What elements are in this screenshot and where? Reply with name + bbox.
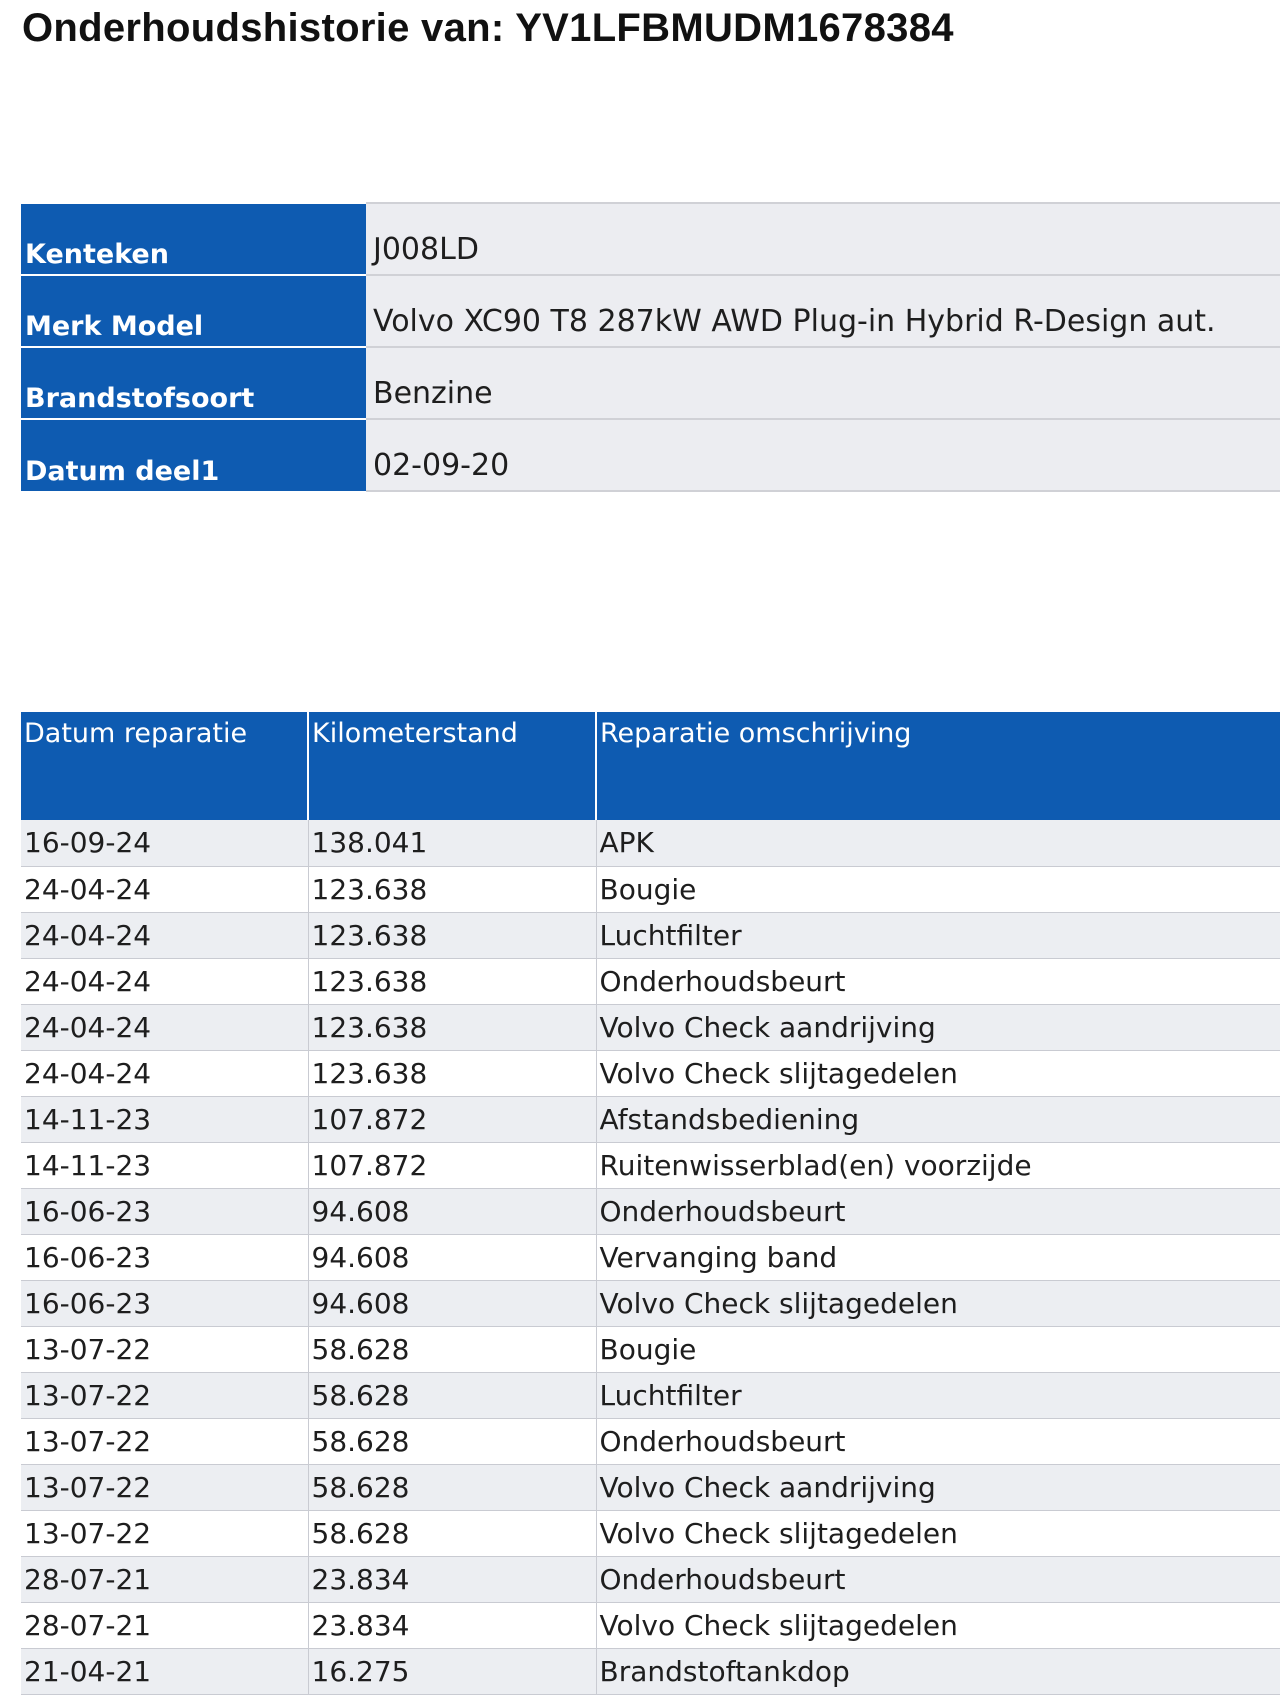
cell-date: 13-07-22 bbox=[21, 1510, 308, 1556]
column-header-km: Kilometerstand bbox=[308, 712, 596, 820]
cell-description: Volvo Check slijtagedelen bbox=[596, 1050, 1280, 1096]
cell-km: 123.638 bbox=[308, 1050, 596, 1096]
cell-description: Vervanging band bbox=[596, 1234, 1280, 1280]
table-row bbox=[21, 1510, 1280, 1556]
table-header-row bbox=[21, 712, 1280, 820]
table-row bbox=[21, 1464, 1280, 1510]
cell-date: 21-04-21 bbox=[21, 1648, 308, 1694]
cell-km: 94.608 bbox=[308, 1234, 596, 1280]
vehicle-info-row bbox=[21, 347, 1280, 419]
cell-description: Bougie bbox=[596, 866, 1280, 912]
cell-description: Volvo Check aandrijving bbox=[596, 1464, 1280, 1510]
table-row bbox=[21, 1648, 1280, 1694]
cell-km: 123.638 bbox=[308, 866, 596, 912]
cell-description: Volvo Check slijtagedelen bbox=[596, 1280, 1280, 1326]
cell-date: 28-07-21 bbox=[21, 1556, 308, 1602]
cell-km: 58.628 bbox=[308, 1372, 596, 1418]
vehicle-info-label: Merk Model bbox=[21, 275, 366, 347]
cell-date: 16-06-23 bbox=[21, 1234, 308, 1280]
table-row bbox=[21, 1280, 1280, 1326]
table-row bbox=[21, 1602, 1280, 1648]
cell-date: 24-04-24 bbox=[21, 1050, 308, 1096]
table-row bbox=[21, 1050, 1280, 1096]
cell-km: 123.638 bbox=[308, 1004, 596, 1050]
cell-date: 24-04-24 bbox=[21, 1004, 308, 1050]
cell-date: 13-07-22 bbox=[21, 1372, 308, 1418]
vehicle-info-row bbox=[21, 275, 1280, 347]
cell-date: 13-07-22 bbox=[21, 1464, 308, 1510]
cell-description: Ruitenwisserblad(en) voorzijde bbox=[596, 1142, 1280, 1188]
vehicle-info-label: Kenteken bbox=[21, 203, 366, 275]
vehicle-info-value: J008LD bbox=[366, 203, 1280, 275]
vehicle-info-value: Volvo XC90 T8 287kW AWD Plug-in Hybrid R-Design aut. bbox=[366, 275, 1280, 347]
cell-description: APK bbox=[596, 820, 1280, 866]
vehicle-info-value: Benzine bbox=[366, 347, 1280, 419]
cell-description: Volvo Check aandrijving bbox=[596, 1004, 1280, 1050]
table-row bbox=[21, 1372, 1280, 1418]
cell-km: 94.608 bbox=[308, 1280, 596, 1326]
cell-description: Onderhoudsbeurt bbox=[596, 1188, 1280, 1234]
column-header-date: Datum reparatie bbox=[21, 712, 308, 820]
column-header-description: Reparatie omschrijving bbox=[596, 712, 1280, 820]
table-row bbox=[21, 912, 1280, 958]
cell-km: 58.628 bbox=[308, 1464, 596, 1510]
vehicle-info-label: Datum deel1 bbox=[21, 419, 366, 491]
cell-description: Brandstoftankdop bbox=[596, 1648, 1280, 1694]
table-row bbox=[21, 1142, 1280, 1188]
cell-description: Onderhoudsbeurt bbox=[596, 958, 1280, 1004]
cell-date: 24-04-24 bbox=[21, 912, 308, 958]
cell-km: 138.041 bbox=[308, 820, 596, 866]
table-row bbox=[21, 1556, 1280, 1602]
page-title: Onderhoudshistorie van: YV1LFBMUDM1678384 bbox=[22, 6, 954, 50]
table-row bbox=[21, 1004, 1280, 1050]
vehicle-info-table bbox=[21, 202, 1280, 492]
repair-history-body bbox=[21, 820, 1280, 1694]
cell-description: Onderhoudsbeurt bbox=[596, 1418, 1280, 1464]
cell-description: Afstandsbediening bbox=[596, 1096, 1280, 1142]
cell-description: Luchtfilter bbox=[596, 1372, 1280, 1418]
cell-description: Volvo Check slijtagedelen bbox=[596, 1510, 1280, 1556]
table-row bbox=[21, 1188, 1280, 1234]
table-row bbox=[21, 820, 1280, 866]
cell-km: 94.608 bbox=[308, 1188, 596, 1234]
cell-km: 23.834 bbox=[308, 1602, 596, 1648]
table-row bbox=[21, 866, 1280, 912]
cell-description: Bougie bbox=[596, 1326, 1280, 1372]
cell-km: 16.275 bbox=[308, 1648, 596, 1694]
cell-km: 58.628 bbox=[308, 1510, 596, 1556]
cell-km: 23.834 bbox=[308, 1556, 596, 1602]
table-row bbox=[21, 1096, 1280, 1142]
vehicle-info-row bbox=[21, 203, 1280, 275]
cell-km: 123.638 bbox=[308, 912, 596, 958]
vehicle-info-label: Brandstofsoort bbox=[21, 347, 366, 419]
cell-description: Luchtfilter bbox=[596, 912, 1280, 958]
cell-date: 24-04-24 bbox=[21, 866, 308, 912]
repair-history-table bbox=[21, 712, 1280, 1695]
table-row bbox=[21, 1326, 1280, 1372]
cell-date: 14-11-23 bbox=[21, 1096, 308, 1142]
cell-km: 58.628 bbox=[308, 1418, 596, 1464]
table-row bbox=[21, 1418, 1280, 1464]
cell-date: 16-06-23 bbox=[21, 1188, 308, 1234]
table-row bbox=[21, 1234, 1280, 1280]
cell-date: 16-06-23 bbox=[21, 1280, 308, 1326]
cell-description: Onderhoudsbeurt bbox=[596, 1556, 1280, 1602]
cell-date: 16-09-24 bbox=[21, 820, 308, 866]
cell-date: 13-07-22 bbox=[21, 1418, 308, 1464]
cell-km: 58.628 bbox=[308, 1326, 596, 1372]
cell-date: 14-11-23 bbox=[21, 1142, 308, 1188]
cell-description: Volvo Check slijtagedelen bbox=[596, 1602, 1280, 1648]
vehicle-info-row bbox=[21, 419, 1280, 491]
vehicle-info-value: 02-09-20 bbox=[366, 419, 1280, 491]
cell-date: 13-07-22 bbox=[21, 1326, 308, 1372]
cell-date: 28-07-21 bbox=[21, 1602, 308, 1648]
table-row bbox=[21, 958, 1280, 1004]
cell-date: 24-04-24 bbox=[21, 958, 308, 1004]
cell-km: 107.872 bbox=[308, 1142, 596, 1188]
cell-km: 107.872 bbox=[308, 1096, 596, 1142]
cell-km: 123.638 bbox=[308, 958, 596, 1004]
